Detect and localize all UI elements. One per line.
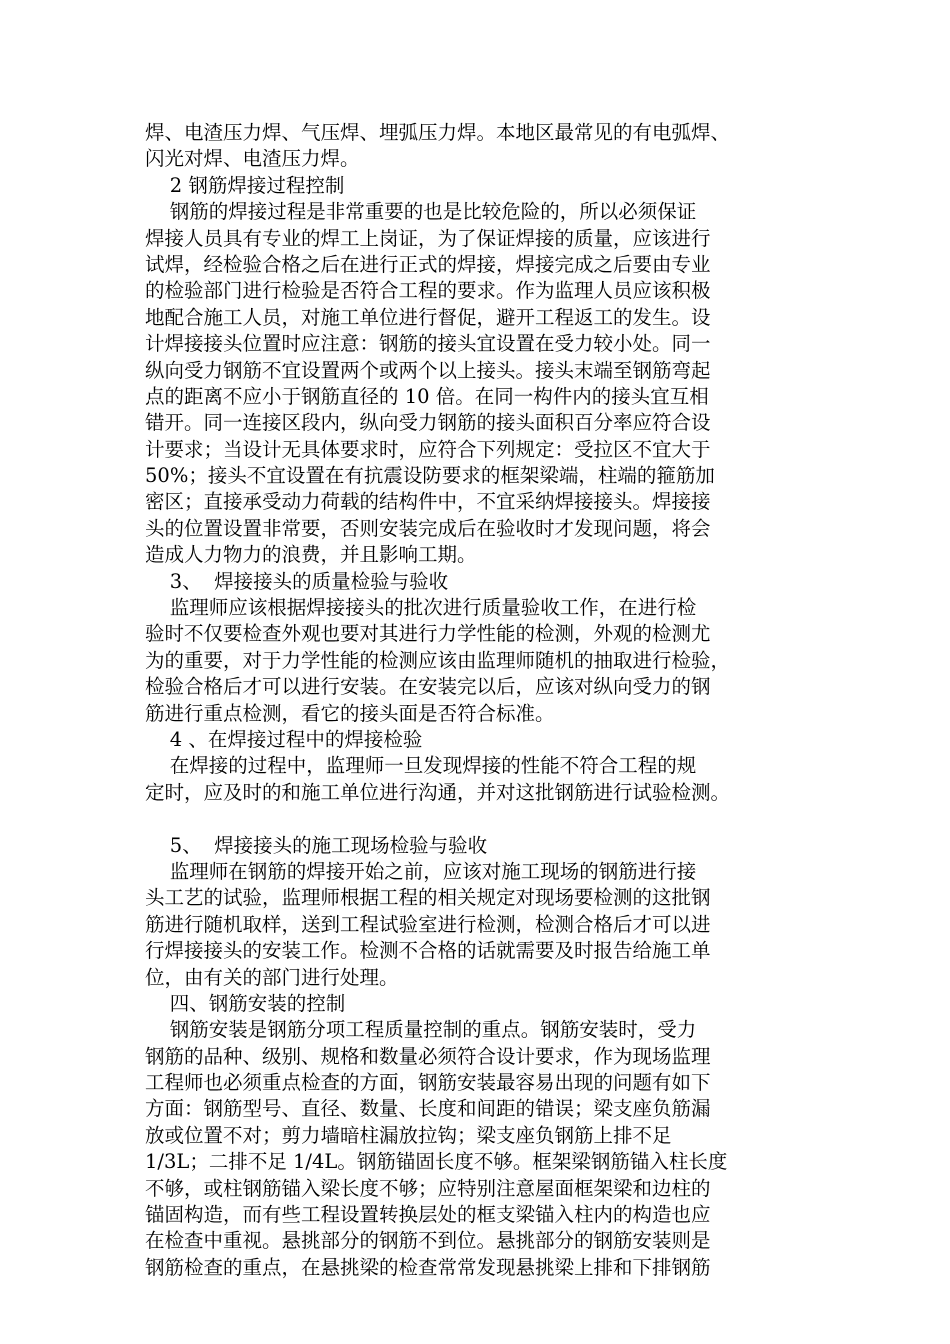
text-line: 头工艺的试验，监理师根据工程的相关规定对现场要检测的这批钢 <box>145 886 711 910</box>
text-line: 放或位置不对；剪力墙暗柱漏放拉钩；梁支座负钢筋上排不足 <box>145 1123 672 1147</box>
text-line: 钢筋的焊接过程是非常重要的也是比较危险的，所以必须保证 <box>145 200 697 224</box>
text-line: 点的距离不应小于钢筋直径的 10 倍。在同一构件内的接头宜互相 <box>145 384 709 408</box>
text-line: 钢筋安装是钢筋分项工程质量控制的重点。钢筋安装时，受力 <box>145 1018 697 1042</box>
text-line: 检验合格后才可以进行安装。在安装完以后，应该对纵向受力的钢 <box>145 675 711 699</box>
text-line: 在焊接的过程中，监理师一旦发现焊接的性能不符合工程的规 <box>145 754 697 778</box>
text-line: 纵向受力钢筋不宜设置两个或两个以上接头。接头末端至钢筋弯起 <box>145 358 711 382</box>
text-line: 密区；直接承受动力荷载的结构件中，不宜采纳焊接接头。焊接接 <box>145 490 711 514</box>
text-line: 错开。同一连接区段内，纵向受力钢筋的接头面积百分率应符合设 <box>145 411 711 435</box>
text-line: 钢筋检查的重点，在悬挑梁的检查常常发现悬挑梁上排和下排钢筋 <box>145 1255 711 1279</box>
text-line: 在检查中重视。悬挑部分的钢筋不到位。悬挑部分的钢筋安装则是 <box>145 1229 711 1253</box>
text-line: 行焊接接头的安装工作。检测不合格的话就需要及时报告给施工单 <box>145 939 711 963</box>
text-line: 焊、电渣压力焊、气压焊、埋弧压力焊。本地区最常见的有电弧焊、 <box>145 121 731 144</box>
text-line: 试焊，经检验合格之后在进行正式的焊接，焊接完成之后要由专业 <box>145 252 711 276</box>
text-line: 工程师也必须重点检查的方面，钢筋安装最容易出现的问题有如下 <box>145 1071 711 1095</box>
text-line: 不够，或柱钢筋锚入梁长度不够；应特别注意屋面框架梁和边柱的 <box>145 1176 711 1200</box>
text-line: 位，由有关的部门进行处理。 <box>145 965 399 989</box>
text-line: 闪光对焊、电渣压力焊。 <box>145 147 360 171</box>
text-line: 地配合施工人员，对施工单位进行督促，避开工程返工的发生。设 <box>145 305 711 329</box>
text-line: 方面：钢筋型号、直径、数量、长度和间距的错误；梁支座负筋漏 <box>145 1097 711 1121</box>
text-line: 验时不仅要检查外观也要对其进行力学性能的检测，外观的检测尤 <box>145 622 711 646</box>
blank-line <box>145 806 825 832</box>
text-line: 筋进行重点检测，看它的接头面是否符合标准。 <box>145 701 555 725</box>
text-line: 计要求；当设计无具体要求时，应符合下列规定：受拉区不宜大于 <box>145 437 711 461</box>
text-line: 50%；接头不宜设置在有抗震设防要求的框架梁端，柱端的箍筋加 <box>145 464 715 488</box>
text-line: 的检验部门进行检验是否符合工程的要求。作为监理人员应该积极 <box>145 279 711 303</box>
text-line: 监理师在钢筋的焊接开始之前，应该对施工现场的钢筋进行接 <box>145 859 697 883</box>
section-heading: 5、 焊接接头的施工现场检验与验收 <box>145 833 488 857</box>
text-line: 锚固构造，而有些工程设置转换层处的框支梁锚入柱内的构造也应 <box>145 1203 711 1227</box>
text-line: 计焊接接头位置时应注意：钢筋的接头宜设置在受力较小处。同一 <box>145 332 711 356</box>
section-heading: 4 、在焊接过程中的焊接检验 <box>145 727 423 751</box>
text-line: 焊接人员具有专业的焊工上岗证，为了保证焊接的质量，应该进行 <box>145 226 711 250</box>
section-heading: 3、 焊接接头的质量检验与验收 <box>145 569 449 593</box>
text-line: 造成人力物力的浪费，并且影响工期。 <box>145 543 477 567</box>
text-line: 定时，应及时的和施工单位进行沟通，并对这批钢筋进行试验检测。 <box>145 780 731 804</box>
text-line: 筋进行随机取样，送到工程试验室进行检测，检测合格后才可以进 <box>145 912 711 936</box>
section-heading: 2 钢筋焊接过程控制 <box>145 173 345 197</box>
text-line: 头的位置设置非常要，否则安装完成后在验收时才发现问题，将会 <box>145 516 711 540</box>
text-line: 1/3L；二排不足 1/4L。钢筋锚固长度不够。框架梁钢筋锚入柱长度 <box>145 1150 728 1174</box>
section-heading: 四、钢筋安装的控制 <box>145 991 346 1015</box>
document-page <box>145 120 825 1281</box>
text-line: 监理师应该根据焊接接头的批次进行质量验收工作，在进行检 <box>145 596 697 620</box>
text-line: 钢筋的品种、级别、规格和数量必须符合设计要求，作为现场监理 <box>145 1044 711 1068</box>
text-line: 为的重要，对于力学性能的检测应该由监理师随机的抽取进行检验， <box>145 648 731 672</box>
